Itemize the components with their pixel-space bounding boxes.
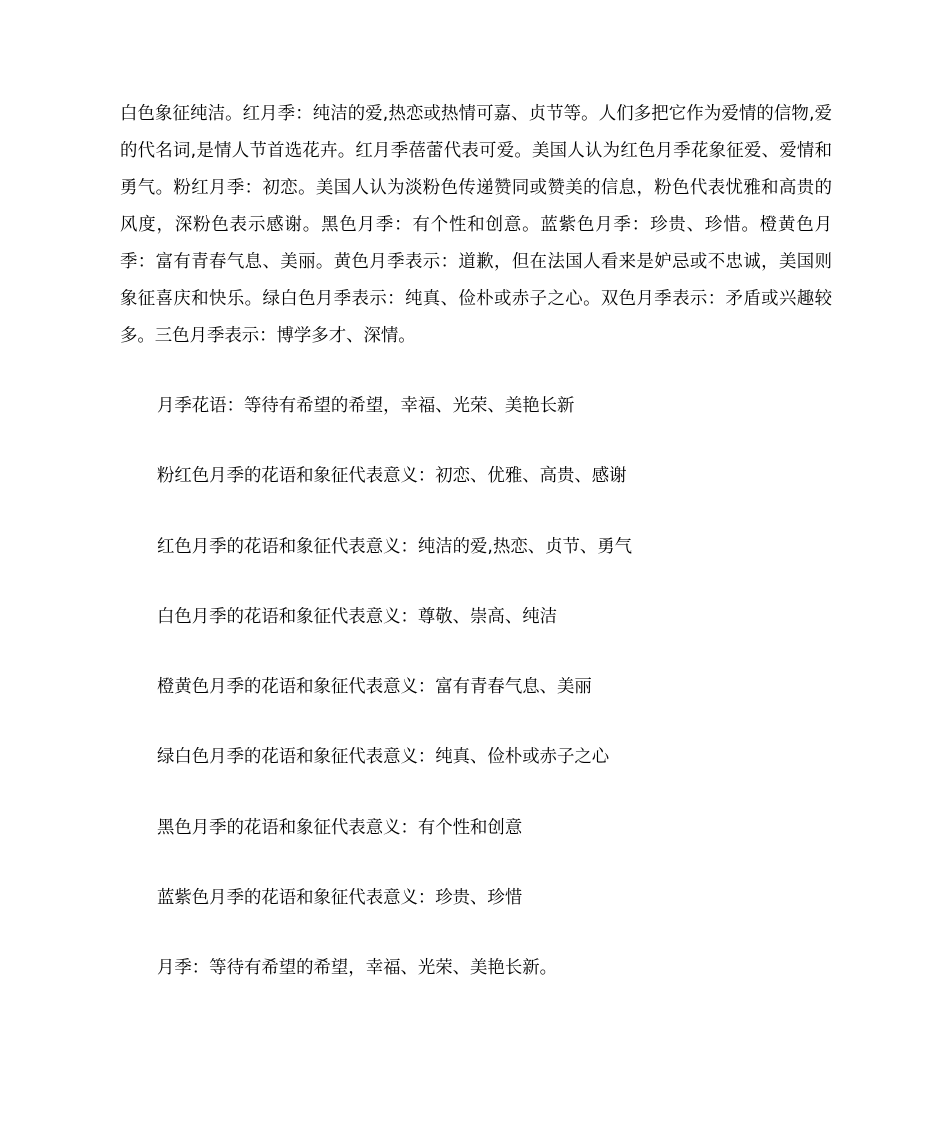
meaning-line: 绿白色月季的花语和象征代表意义：纯真、俭朴或赤子之心 [157, 747, 610, 768]
meaning-line: 红色月季的花语和象征代表意义：纯洁的爱,热恋、贞节、勇气 [157, 536, 633, 557]
intro-paragraph: 白色象征纯洁。红月季：纯洁的爱,热恋或热情可嘉、贞节等。人们多把它作为爱情的信物,爱的代名词,是情人节首选花卉。红月季蓓蕾代表可爱。美国人认为红色月季花象征爱、爱情和勇气。粉红月季：初恋。美国人认为淡粉色传递赞同或赞美的信息，粉色代表忧雅和高贵的风度，深粉色表示感谢。黑色月季：有个性和创意。蓝紫色月季：珍贵、珍惜。橙黄色月季：富有青春气息、美丽。黄色月季表示：道歉，但在法国人看来是妒忌或不忠诚，美国则象征喜庆和快乐。绿白色月季表示：纯真、俭朴或赤子之心。双色月季表示：矛盾或兴趣较多。三色月季表示：博学多才、深情。 [120, 104, 832, 346]
meaning-line: 蓝紫色月季的花语和象征代表意义：珍贵、珍惜 [157, 888, 523, 909]
meaning-line: 橙黄色月季的花语和象征代表意义：富有青春气息、美丽 [157, 677, 592, 698]
meaning-line: 黑色月季的花语和象征代表意义：有个性和创意 [157, 817, 523, 838]
flower-meaning-list [157, 388, 837, 1021]
meaning-line: 月季：等待有希望的希望，幸福、光荣、美艳长新。 [157, 958, 557, 979]
meaning-line: 月季花语：等待有希望的希望，幸福、光荣、美艳长新 [157, 396, 575, 416]
meaning-line: 粉红色月季的花语和象征代表意义：初恋、优雅、高贵、感谢 [157, 466, 627, 487]
meaning-line: 白色月季的花语和象征代表意义：尊敬、崇高、纯洁 [157, 606, 557, 627]
